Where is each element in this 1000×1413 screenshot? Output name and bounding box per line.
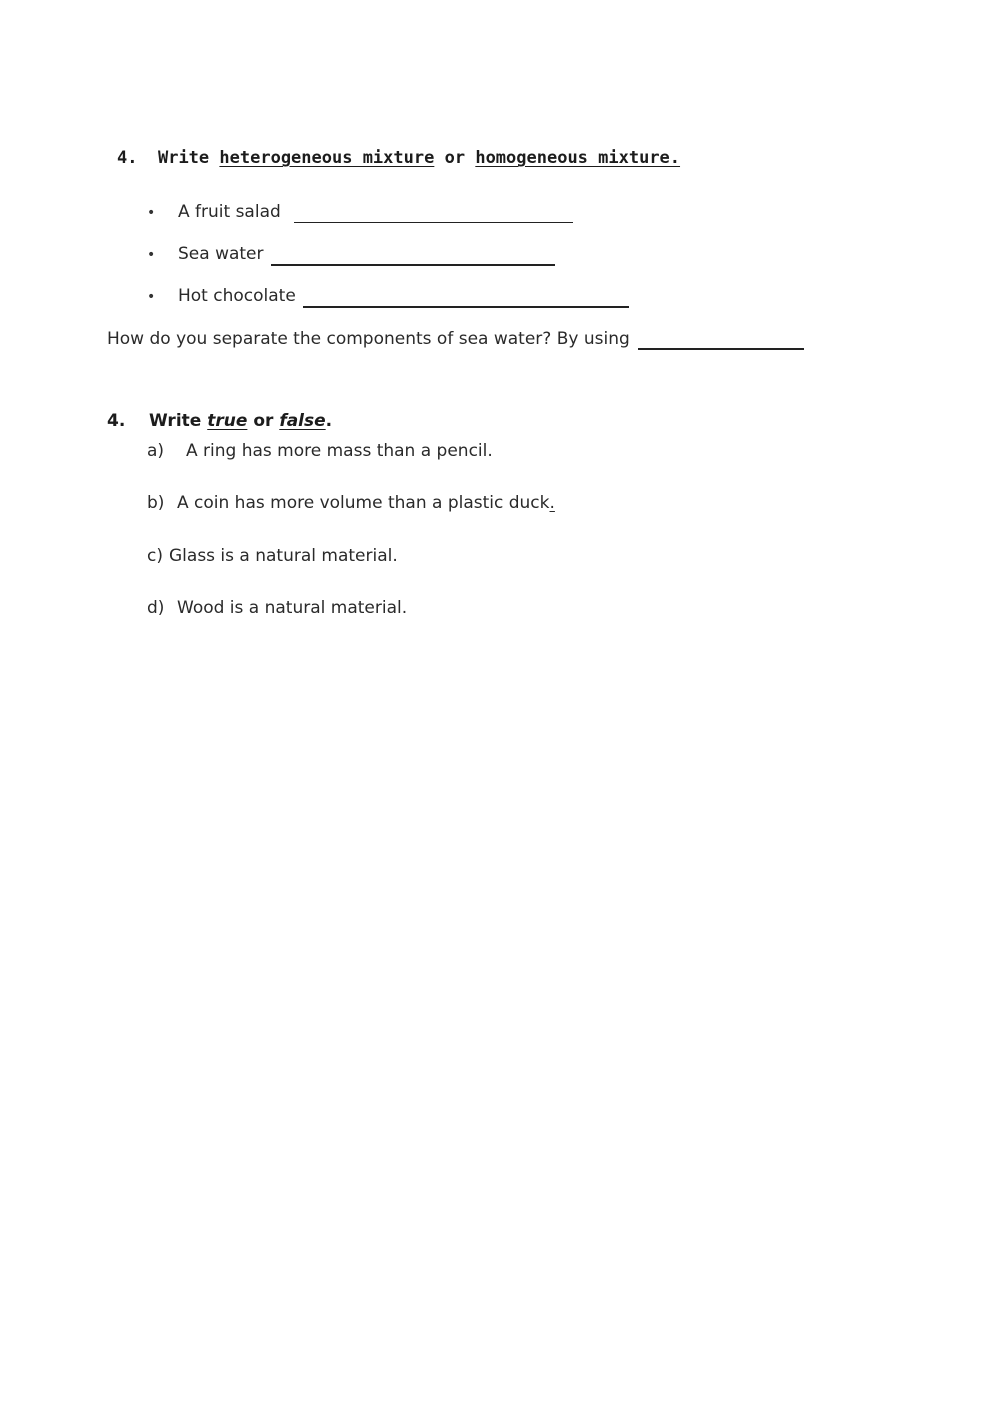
- heterogeneous-option: heterogeneous mixture: [219, 148, 435, 168]
- section2-or-label: or: [253, 411, 274, 431]
- statement-c-text: Glass is a natural material.: [169, 546, 398, 566]
- statement-a-text: A ring has more mass than a pencil.: [186, 441, 493, 461]
- false-option: false: [279, 411, 326, 431]
- bullet-icon: •: [147, 205, 156, 221]
- hot-chocolate-answer-line[interactable]: [303, 306, 629, 308]
- true-option: true: [207, 411, 248, 431]
- statement-c-marker: c): [147, 546, 163, 566]
- item-fruit-salad-label: A fruit salad: [178, 202, 281, 222]
- section2-number: 4.: [107, 411, 126, 431]
- bullet-icon: •: [147, 289, 156, 305]
- section2-period: .: [325, 411, 333, 431]
- statement-b-period: .: [549, 493, 555, 513]
- statement-d-text: Wood is a natural material.: [177, 598, 408, 618]
- separation-question: How do you separate the components of sea water? By using: [107, 329, 630, 349]
- section1-number: 4.: [117, 148, 138, 168]
- separation-answer-line[interactable]: [638, 348, 804, 350]
- fruit-salad-answer-line[interactable]: [294, 222, 573, 223]
- statement-d-marker: d): [147, 598, 165, 618]
- section1-or-label: or: [444, 148, 466, 168]
- statement-b-marker: b): [147, 493, 165, 513]
- item-sea-water-label: Sea water: [178, 244, 264, 264]
- bullet-icon: •: [147, 247, 156, 263]
- sea-water-answer-line[interactable]: [271, 264, 555, 266]
- homogeneous-option: homogeneous mixture.: [475, 148, 681, 168]
- statement-a-marker: a): [147, 441, 165, 461]
- section2-write-label: Write: [148, 411, 202, 431]
- section1-write-label: Write: [157, 148, 210, 168]
- section2-heading: [107, 411, 332, 431]
- statement-b-text: [177, 493, 555, 513]
- item-hot-chocolate-label: Hot chocolate: [178, 286, 296, 306]
- statement-b-body: A coin has more volume than a plastic duck: [177, 493, 550, 513]
- section1-heading: [117, 148, 680, 168]
